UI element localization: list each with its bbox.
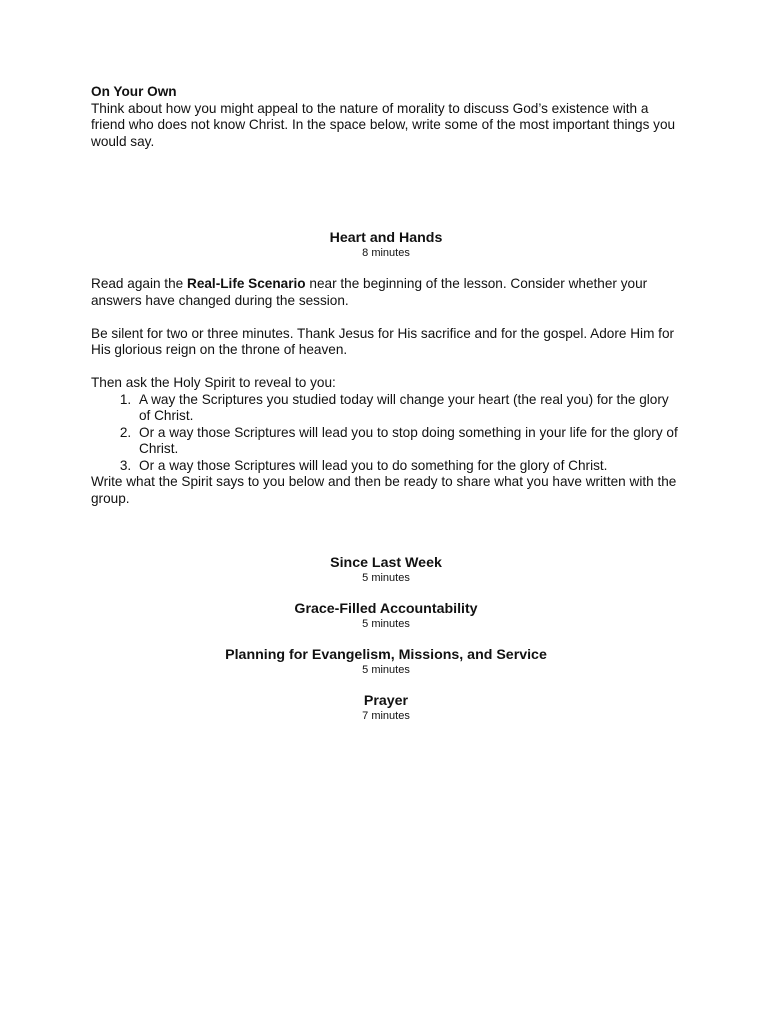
agenda-item-title: Prayer xyxy=(363,693,409,709)
agenda-item-duration: 5 minutes xyxy=(362,572,410,584)
real-life-scenario-emphasis: Real-Life Scenario xyxy=(187,276,306,291)
heart-and-hands-paragraph-2: Be silent for two or three minutes. Thank Jesus for His sacrifice and for the gospel. Adore Him for His glorious reign on the throne of heaven. xyxy=(91,325,675,357)
heart-and-hands-paragraph-4: Write what the Spirit says to you below and then be ready to share what you have written with the group. xyxy=(91,474,677,506)
heart-and-hands-duration: 8 minutes xyxy=(362,247,410,259)
on-your-own-heading: On Your Own xyxy=(91,84,177,99)
reveal-list xyxy=(91,392,681,475)
agenda-item-duration: 5 minutes xyxy=(362,664,410,676)
heart-and-hands-title: Heart and Hands xyxy=(329,230,443,246)
agenda-item-planning xyxy=(91,647,681,677)
writing-space xyxy=(91,150,681,230)
agenda-item-accountability xyxy=(91,601,681,631)
agenda-item-since-last-week xyxy=(91,555,681,585)
reveal-list-item: 3. Or a way those Scriptures will lead you to do something for the glory of Christ. xyxy=(135,458,681,475)
agenda-item-title: Grace-Filled Accountability xyxy=(294,601,478,617)
heart-and-hands-header xyxy=(91,230,681,260)
agenda-section xyxy=(91,555,681,723)
paragraph-1-prefix: Read again the xyxy=(91,276,187,291)
reveal-list-item: 1. A way the Scriptures you studied today will change your heart (the real you) for the glory of Christ. xyxy=(135,392,681,425)
agenda-item-title: Planning for Evangelism, Missions, and Service xyxy=(225,647,547,663)
paragraph-1-suffix: near the beginning of the lesson. Consider whether your answers have changed during the session. xyxy=(91,276,648,308)
agenda-item-title: Since Last Week xyxy=(330,555,442,571)
reveal-list-item: 2. Or a way those Scriptures will lead you to stop doing something in your life for the glory of Christ. xyxy=(135,425,681,458)
on-your-own-body: Think about how you might appeal to the nature of morality to discuss God’s existence with a friend who does not know Christ. In the space below, write some of the most important things you would say. xyxy=(91,100,676,149)
document-page xyxy=(91,84,681,739)
agenda-item-prayer xyxy=(91,693,681,723)
agenda-item-duration: 5 minutes xyxy=(362,618,410,630)
heart-and-hands-paragraph-3: Then ask the Holy Spirit to reveal to you: xyxy=(91,375,336,390)
heart-and-hands-section xyxy=(91,230,681,507)
heart-and-hands-paragraph-1 xyxy=(91,276,681,309)
on-your-own-section xyxy=(91,84,681,150)
agenda-item-duration: 7 minutes xyxy=(362,710,410,722)
